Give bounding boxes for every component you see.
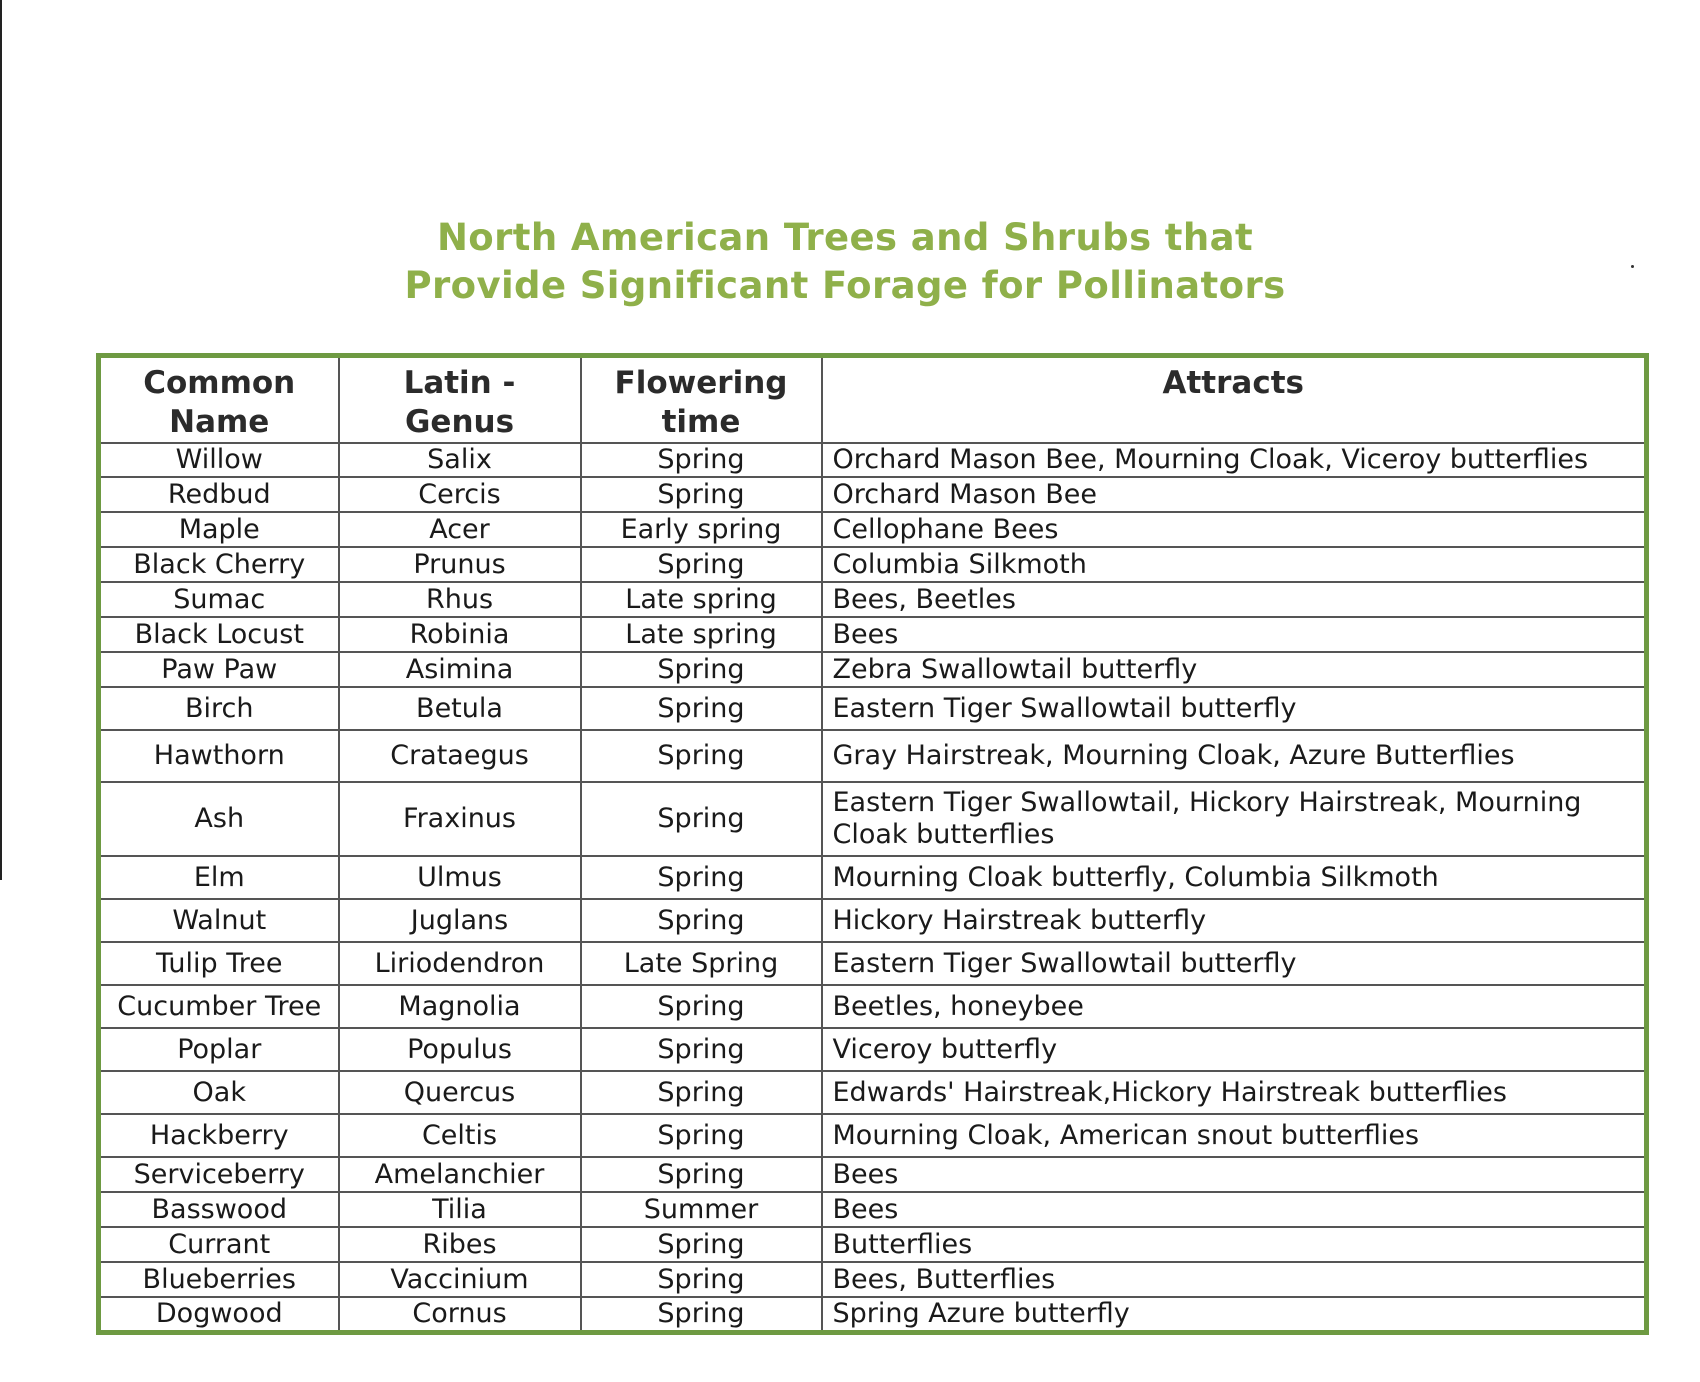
latin-genus-cell: Liriodendron <box>339 942 581 985</box>
common-name-cell: Oak <box>99 1071 339 1114</box>
attracts-cell: Gray Hairstreak, Mourning Cloak, Azure Butterflies <box>822 730 1647 782</box>
common-name-cell: Poplar <box>99 1028 339 1071</box>
latin-genus-cell: Amelanchier <box>339 1157 581 1192</box>
latin-genus-cell: Prunus <box>339 547 581 582</box>
latin-genus-cell: Betula <box>339 687 581 730</box>
common-name-cell: Walnut <box>99 899 339 942</box>
flowering-time-cell: Spring <box>581 547 822 582</box>
attracts-cell: Spring Azure butterfly <box>822 1297 1647 1333</box>
attracts-cell: Eastern Tiger Swallowtail, Hickory Hairstreak, Mourning Cloak butterflies <box>822 782 1647 856</box>
table-row <box>99 687 1647 730</box>
common-name-cell: Birch <box>99 687 339 730</box>
common-name-cell: Tulip Tree <box>99 942 339 985</box>
common-name-cell: Dogwood <box>99 1297 339 1333</box>
flowering-time-cell: Summer <box>581 1192 822 1227</box>
attracts-cell: Butterflies <box>822 1227 1647 1262</box>
title-line-1: North American Trees and Shrubs that <box>436 216 1254 259</box>
table-row <box>99 1114 1647 1157</box>
latin-genus-cell: Ribes <box>339 1227 581 1262</box>
table-row <box>99 512 1647 547</box>
flowering-time-cell: Early spring <box>581 512 822 547</box>
common-name-cell: Black Cherry <box>99 547 339 582</box>
common-name-cell: Basswood <box>99 1192 339 1227</box>
common-name-cell: Elm <box>99 856 339 899</box>
flowering-time-cell: Spring <box>581 687 822 730</box>
attracts-cell: Eastern Tiger Swallowtail butterfly <box>822 687 1647 730</box>
latin-genus-cell: Fraxinus <box>339 782 581 856</box>
table-row <box>99 1262 1647 1297</box>
latin-genus-cell: Magnolia <box>339 985 581 1028</box>
attracts-cell: Cellophane Bees <box>822 512 1647 547</box>
table-row <box>99 856 1647 899</box>
attracts-cell: Columbia Silkmoth <box>822 547 1647 582</box>
header-flowering-time <box>581 356 822 444</box>
attracts-cell: Zebra Swallowtail butterfly <box>822 652 1647 687</box>
flowering-time-cell: Spring <box>581 985 822 1028</box>
header-latin-line-2: Genus <box>404 404 515 440</box>
flowering-time-cell: Spring <box>581 730 822 782</box>
table-row <box>99 547 1647 582</box>
attracts-cell: Mourning Cloak butterfly, Columbia Silkmoth <box>822 856 1647 899</box>
table-row <box>99 1157 1647 1192</box>
attracts-cell: Beetles, honeybee <box>822 985 1647 1028</box>
table-row <box>99 1192 1647 1227</box>
attracts-cell: Bees <box>822 617 1647 652</box>
attracts-cell: Eastern Tiger Swallowtail butterfly <box>822 942 1647 985</box>
table-row <box>99 985 1647 1028</box>
attracts-cell: Bees, Butterflies <box>822 1262 1647 1297</box>
latin-genus-cell: Crataegus <box>339 730 581 782</box>
latin-genus-cell: Vaccinium <box>339 1262 581 1297</box>
latin-genus-cell: Salix <box>339 443 581 477</box>
attracts-cell: Bees, Beetles <box>822 582 1647 617</box>
latin-genus-cell: Asimina <box>339 652 581 687</box>
attracts-cell: Hickory Hairstreak butterfly <box>822 899 1647 942</box>
attracts-cell: Bees <box>822 1192 1647 1227</box>
header-latin-line-1: Latin - <box>403 365 516 401</box>
table-row <box>99 899 1647 942</box>
table-row <box>99 652 1647 687</box>
table-row <box>99 730 1647 782</box>
table-row <box>99 1297 1647 1333</box>
flowering-time-cell: Spring <box>581 1297 822 1333</box>
flowering-time-cell: Late Spring <box>581 942 822 985</box>
table-row <box>99 617 1647 652</box>
flowering-time-cell: Spring <box>581 782 822 856</box>
common-name-cell: Ash <box>99 782 339 856</box>
table-row <box>99 1227 1647 1262</box>
attracts-cell: Orchard Mason Bee <box>822 477 1647 512</box>
latin-genus-cell: Juglans <box>339 899 581 942</box>
flowering-time-cell: Spring <box>581 477 822 512</box>
common-name-cell: Black Locust <box>99 617 339 652</box>
flowering-time-cell: Spring <box>581 856 822 899</box>
header-latin-genus <box>339 356 581 444</box>
header-common-line-2: Name <box>169 404 270 440</box>
table-row <box>99 1028 1647 1071</box>
attracts-cell: Edwards' Hairstreak,Hickory Hairstreak butterflies <box>822 1071 1647 1114</box>
flowering-time-cell: Spring <box>581 899 822 942</box>
latin-genus-cell: Cornus <box>339 1297 581 1333</box>
flowering-time-cell: Spring <box>581 1071 822 1114</box>
table-row <box>99 1071 1647 1114</box>
table-row <box>99 582 1647 617</box>
latin-genus-cell: Celtis <box>339 1114 581 1157</box>
flowering-time-cell: Spring <box>581 443 822 477</box>
latin-genus-cell: Acer <box>339 512 581 547</box>
common-name-cell: Paw Paw <box>99 652 339 687</box>
table-row <box>99 942 1647 985</box>
header-common-line-1: Common <box>143 365 296 401</box>
common-name-cell: Hackberry <box>99 1114 339 1157</box>
pollinator-forage-table <box>96 353 1649 1335</box>
title-line-2: Provide Significant Forage for Pollinators <box>404 264 1286 307</box>
header-flowering-line-2: time <box>661 404 741 440</box>
common-name-cell: Hawthorn <box>99 730 339 782</box>
flowering-time-cell: Late spring <box>581 617 822 652</box>
flowering-time-cell: Spring <box>581 1114 822 1157</box>
flowering-time-cell: Spring <box>581 1227 822 1262</box>
latin-genus-cell: Rhus <box>339 582 581 617</box>
attracts-cell: Bees <box>822 1157 1647 1192</box>
table-row <box>99 782 1647 856</box>
common-name-cell: Currant <box>99 1227 339 1262</box>
latin-genus-cell: Populus <box>339 1028 581 1071</box>
table-body <box>99 443 1647 1333</box>
table-row <box>99 443 1647 477</box>
common-name-cell: Sumac <box>99 582 339 617</box>
flowering-time-cell: Late spring <box>581 582 822 617</box>
attracts-cell: Viceroy butterfly <box>822 1028 1647 1071</box>
table-row <box>99 477 1647 512</box>
page-edge-line <box>0 0 2 880</box>
flowering-time-cell: Spring <box>581 1262 822 1297</box>
header-common-name <box>99 356 339 444</box>
flowering-time-cell: Spring <box>581 1157 822 1192</box>
common-name-cell: Willow <box>99 443 339 477</box>
common-name-cell: Blueberries <box>99 1262 339 1297</box>
common-name-cell: Cucumber Tree <box>99 985 339 1028</box>
latin-genus-cell: Cercis <box>339 477 581 512</box>
latin-genus-cell: Quercus <box>339 1071 581 1114</box>
attracts-cell: Mourning Cloak, American snout butterflies <box>822 1114 1647 1157</box>
header-flowering-line-1: Flowering <box>614 365 788 401</box>
common-name-cell: Serviceberry <box>99 1157 339 1192</box>
flowering-time-cell: Spring <box>581 652 822 687</box>
attracts-cell: Orchard Mason Bee, Mourning Cloak, Viceroy butterflies <box>822 443 1647 477</box>
header-row <box>99 356 1647 444</box>
latin-genus-cell: Robinia <box>339 617 581 652</box>
flowering-time-cell: Spring <box>581 1028 822 1071</box>
latin-genus-cell: Tilia <box>339 1192 581 1227</box>
latin-genus-cell: Ulmus <box>339 856 581 899</box>
common-name-cell: Redbud <box>99 477 339 512</box>
common-name-cell: Maple <box>99 512 339 547</box>
header-attracts: Attracts <box>822 356 1647 444</box>
page-title <box>0 214 1690 310</box>
